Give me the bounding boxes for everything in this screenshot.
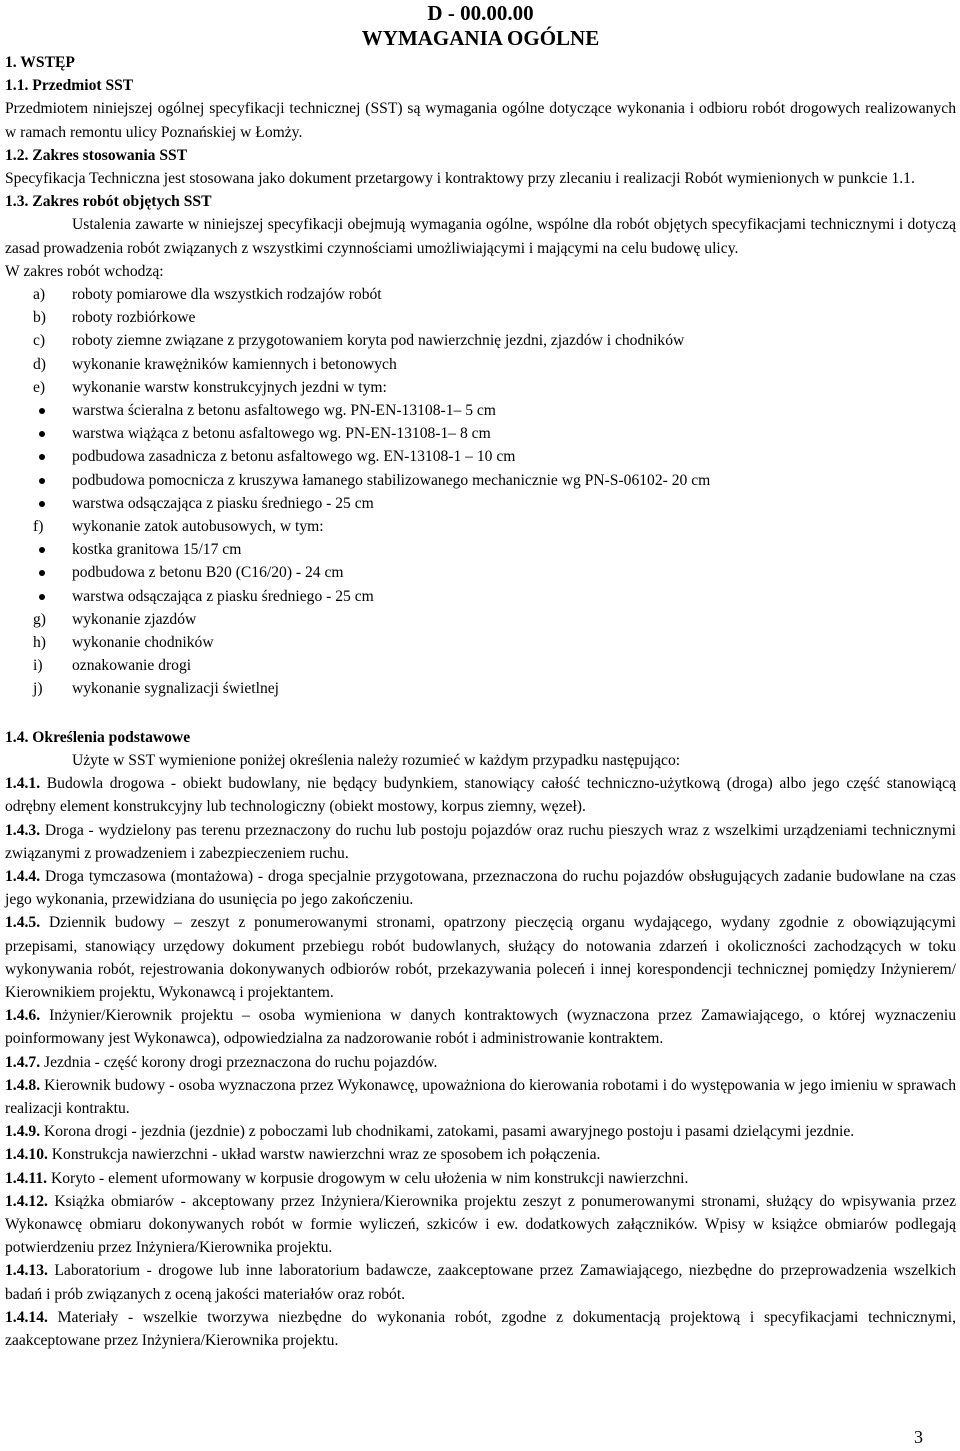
definition-text: Laboratorium - drogowe lub inne laboratorium badawcze, zaakceptowane przez Zamawiającego, niezbędne do przeprowadzenia wszelkich badań i prób związanych z oceną jakości materiałów oraz robót.: [5, 1262, 956, 1303]
list-item-text: podbudowa z betonu B20 (C16/20) - 24 cm: [72, 564, 344, 582]
definition-number: 1.4.13.: [5, 1262, 48, 1280]
list-item-text: wykonanie zjazdów: [72, 610, 197, 628]
bullet-icon: [39, 431, 45, 437]
definition-number: 1.4.12.: [5, 1192, 48, 1210]
definition-number: 1.4.3.: [5, 821, 41, 839]
bullet-icon: [39, 547, 45, 553]
list-marker: c): [33, 332, 46, 350]
document-title: WYMAGANIA OGÓLNE: [361, 26, 600, 50]
definition: [5, 1167, 956, 1190]
section-1-heading: 1. WSTĘP: [5, 54, 75, 71]
definition-text: Jezdnia - część korony drogi przeznaczona do ruchu pojazdów.: [44, 1053, 438, 1071]
list-item-text: wykonanie chodników: [72, 634, 214, 652]
list-item-text: roboty pomiarowe dla wszystkich rodzajów robót: [72, 286, 382, 304]
definition-number: 1.4.7.: [5, 1053, 41, 1071]
bullet-icon: [39, 570, 45, 576]
definition-number: 1.4.6.: [5, 1007, 41, 1025]
scope-item: [5, 608, 956, 631]
definitions-list: [5, 772, 956, 1352]
section-1-1-heading: 1.1. Przedmiot SST: [5, 77, 134, 95]
definition-text: Droga - wydzielony pas terenu przeznaczony do ruchu lub postoju pojazdów oraz ruchu pieszych wraz z wszelkimi urządzeniami technicznymi związanymi z prowadzeniem i zabezpieczeniem ruchu.: [5, 821, 956, 862]
bullet-icon: [39, 478, 45, 484]
scope-item: [5, 677, 956, 700]
section-1-3-text: Ustalenia zawarte w niniejszej specyfikacji obejmują wymagania ogólne, wspólne dla robót objętych specyfikacjami technicznymi i dotyczą zasad prowadzenia robót związanych z wszystkimi czynnościami umożliwiającymi i mającymi na celu budowę ulicy.: [5, 216, 956, 257]
list-marker: j): [33, 680, 43, 698]
scope-subitem: [5, 469, 956, 492]
definition-text: Droga tymczasowa (montażowa) - droga specjalnie przygotowana, przeznaczona do ruchu pojazdów obsługujących zadanie budowlane na czas jego wykonania, przewidziana do usunięcia po jego zakończeniu.: [5, 867, 956, 909]
bullet-icon: [39, 408, 45, 414]
definition: [5, 1259, 956, 1305]
document-code: D - 00.00.00: [427, 1, 534, 25]
definition-text: Koryto - element uformowany w korpusie drogowym w celu ułożenia w nim konstrukcji nawierzchni.: [50, 1169, 689, 1187]
list-marker: d): [33, 355, 46, 373]
list-item-text: warstwa ścieralna z betonu asfaltowego wg. PN-EN-13108-1– 5 cm: [72, 402, 496, 420]
definition-text: Inżynier/Kierownik projektu – osoba wymieniona w danych kontraktowych (wyznaczona przez Zamawiającego, o której wyznaczeniu poinformowany jest Wykonawca), odpowiedzialna za nadzorowanie robót i administrowanie kontraktem.: [5, 1007, 956, 1048]
document-page: [5, 0, 956, 1352]
definition-number: 1.4.9.: [5, 1123, 41, 1141]
section-1-2-text: Specyfikacja Techniczna jest stosowana jako dokument przetargowy i kontraktowy przy zlecaniu i realizacji Robót wymienionych w punkcie 1.1.: [5, 170, 915, 188]
definition: [5, 819, 956, 865]
page-number: 3: [914, 1427, 923, 1447]
scope-subitem: [5, 445, 956, 468]
list-item-text: oznakowanie drogi: [72, 657, 192, 675]
definition-text: Materiały - wszelkie tworzywa niezbędne do wykonania robót, zgodne z dokumentacją projektową i specyfikacjami technicznymi, zaakceptowane przez Inżyniera/Kierownika projektu.: [5, 1308, 957, 1349]
section-1-4-intro: Użyte w SST wymienione poniżej określenia należy rozumieć w każdym przypadku następująco:: [72, 751, 681, 769]
list-marker: i): [33, 657, 43, 675]
definition-text: Budowla drogowa - obiekt budowlany, nie będący budynkiem, stanowiący całość techniczno-użytkową (droga) albo jego część stanowiącą odrębny element konstrukcyjny lub technologiczny (obiekt mostowy, korpus ziemny, węzeł).: [5, 775, 956, 816]
section-1-1-text: Przedmiotem niniejszej ogólnej specyfikacji technicznej (SST) są wymagania ogólne dotyczące wykonania i odbioru robót drogowych realizowanych w ramach remontu ulicy Poznańskiej w Łomży.: [5, 100, 956, 141]
definition-number: 1.4.1.: [5, 775, 41, 793]
list-marker: g): [33, 610, 46, 628]
definition-number: 1.4.10.: [5, 1146, 48, 1164]
section-1-2-heading: 1.2. Zakres stosowania SST: [5, 146, 188, 164]
bullet-icon: [39, 594, 45, 600]
list-item-text: wykonanie warstw konstrukcyjnych jezdni w tym:: [72, 378, 387, 396]
list-item-text: wykonanie sygnalizacji świetlnej: [72, 680, 279, 698]
definition-number: 1.4.8.: [5, 1076, 41, 1094]
list-item-text: warstwa wiążąca z betonu asfaltowego wg. PN-EN-13108-1– 8 cm: [72, 425, 491, 443]
definition: [5, 865, 956, 911]
definition: [5, 1306, 956, 1352]
list-item-text: podbudowa zasadnicza z betonu asfaltowego wg. EN-13108-1 – 10 cm: [72, 448, 516, 466]
scope-item: [5, 654, 956, 677]
list-item-text: wykonanie zatok autobusowych, w tym:: [72, 518, 324, 536]
list-item-text: roboty rozbiórkowe: [72, 309, 196, 327]
definition-number: 1.4.14.: [5, 1308, 48, 1326]
list-item-text: warstwa odsączająca z piasku średniego - 25 cm: [72, 494, 374, 512]
definition-number: 1.4.11.: [5, 1169, 48, 1187]
definition-text: Korona drogi - jezdnia (jezdnie) z poboczami lub chodnikami, zatokami, pasami awaryjnego postoju i pasami dzielącymi jezdnie.: [44, 1123, 855, 1141]
list-item-text: roboty ziemne związane z przygotowaniem koryta pod nawierzchnię jezdni, zjazdów i chodników: [72, 332, 685, 350]
scope-subitem: [5, 585, 956, 608]
scope-item: [5, 329, 956, 352]
definition: [5, 1143, 956, 1166]
scope-subitem: [5, 492, 956, 515]
definition: [5, 1051, 956, 1074]
scope-item: [5, 376, 956, 399]
bullet-icon: [39, 454, 45, 460]
scope-item: [5, 283, 956, 306]
list-marker: e): [33, 378, 46, 396]
definition-number: 1.4.5.: [5, 914, 41, 932]
scope-subitem: [5, 422, 956, 445]
definition: [5, 1074, 956, 1120]
definition: [5, 772, 956, 818]
definition-number: 1.4.4.: [5, 867, 41, 885]
scope-list: [5, 283, 956, 701]
scope-item: [5, 306, 956, 329]
list-item-text: kostka granitowa 15/17 cm: [72, 541, 242, 559]
scope-item: [5, 631, 956, 654]
list-item-text: podbudowa pomocnicza z kruszywa łamanego stabilizowanego mechanicznie wg PN-S-06102- 20 cm: [72, 471, 711, 489]
scope-item: [5, 353, 956, 376]
definition-text: Książka obmiarów - akceptowany przez Inżyniera/Kierownika projektu zeszyt z ponumerowanymi stronami, służący do wpisywania przez Wykonawcę obmiaru dokonywanych robót w formie wyliczeń, szkiców i ew. dodatkowych załączników. Wpisy w książce obmiarów podlegają potwierdzeniu przez Inżyniera/Kierownika projektu.: [5, 1192, 956, 1257]
definition: [5, 1004, 956, 1050]
list-item-text: wykonanie krawężników kamiennych i betonowych: [72, 355, 397, 373]
list-marker: f): [33, 518, 44, 536]
scope-subitem: [5, 561, 956, 584]
list-item-text: warstwa odsączająca z piasku średniego - 25 cm: [72, 587, 374, 605]
list-marker: h): [33, 634, 46, 652]
list-marker: b): [33, 309, 46, 327]
definition-text: Kierownik budowy - osoba wyznaczona przez Wykonawcę, upoważniona do kierowania robotami i do występowania w jego imieniu w sprawach realizacji kontraktu.: [5, 1076, 957, 1117]
definition-text: Konstrukcja nawierzchni - układ warstw nawierzchni wraz ze sposobem ich połączenia.: [51, 1146, 601, 1164]
definition-text: Dziennik budowy – zeszyt z ponumerowanymi stronami, opatrzony pieczęcią organu wydającego, wydany zgodnie z obowiązującymi przepisami, stanowiący urzędowy dokument przebiegu robót budowlanych, służący do notowania zdarzeń i okoliczności zachodzących w toku wykonywania robót, rejestrowania dokonywanych odbiorów robót, przekazywania poleceń i innej korespondencji technicznej pomiędzy Inżynierem/ Kierownikiem projektu, Wykonawcą i projektantem.: [5, 914, 956, 1001]
list-marker: a): [33, 286, 46, 304]
scope-item: [5, 515, 956, 538]
scope-subitem: [5, 538, 956, 561]
definition: [5, 1120, 956, 1143]
scope-intro: W zakres robót wchodzą:: [5, 262, 164, 280]
definition: [5, 911, 956, 1004]
section-1-3-heading: 1.3. Zakres robót objętych SST: [5, 193, 212, 211]
section-1-4-heading: 1.4. Określenia podstawowe: [5, 728, 191, 746]
scope-subitem: [5, 399, 956, 422]
bullet-icon: [39, 501, 45, 507]
definition: [5, 1190, 956, 1260]
